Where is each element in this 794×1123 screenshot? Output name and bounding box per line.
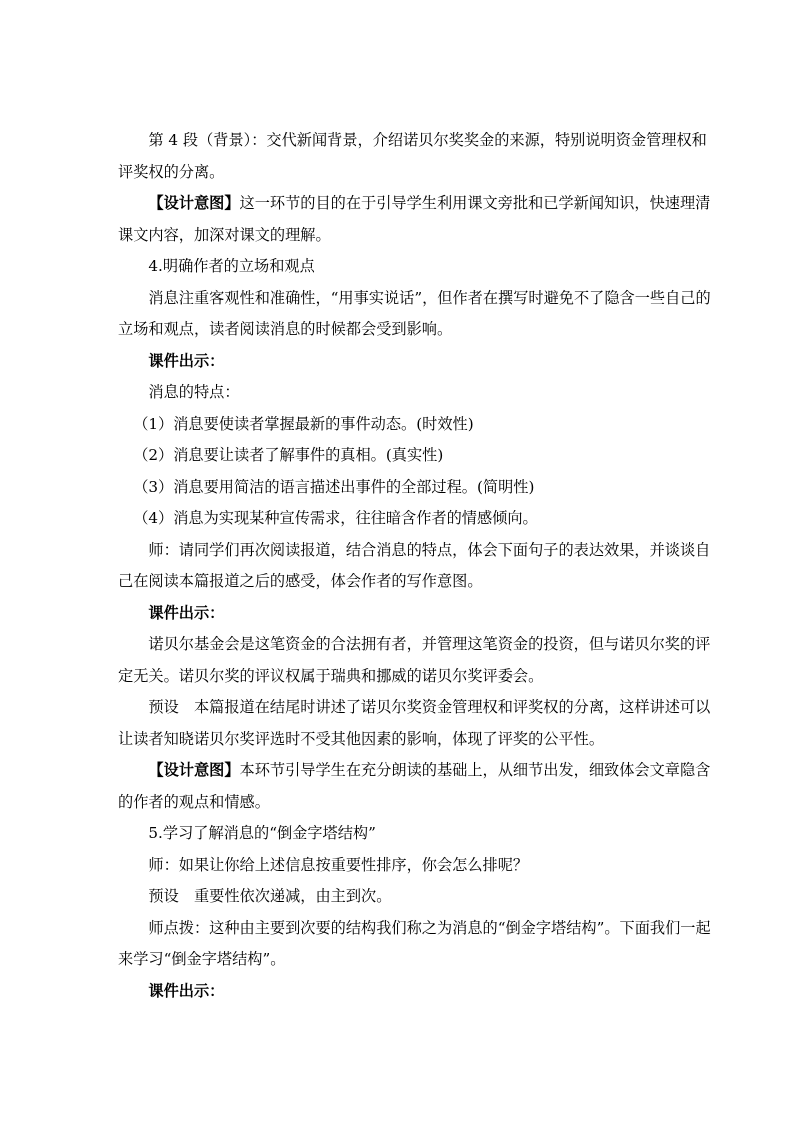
list-item-feature-4 xyxy=(118,503,718,535)
paragraph-text: 师点拨：这种由主要到次要的结构我们称之为消息的“倒金字塔结构”。下面我们一起来学习“倒金字塔结构”。 xyxy=(118,918,711,968)
list-item-feature-1 xyxy=(118,409,718,441)
paragraph-design-intent xyxy=(118,755,718,818)
section-heading-5 xyxy=(118,818,718,850)
paragraph-text: 消息注重客观性和准确性，“用事实说话”，但作者在撰写时避免不了隐含一些自己的立场和观点，读者阅读消息的时候都会受到影响。 xyxy=(118,288,711,338)
paragraph-text: 诺贝尔基金会是这笔资金的合法拥有者，并管理这笔资金的投资，但与诺贝尔奖的评定无关。诺贝尔奖的评议权属于瑞典和挪威的诺贝尔奖评委会。 xyxy=(118,635,711,685)
paragraph-objectivity xyxy=(118,283,718,346)
courseware-label xyxy=(118,976,718,1008)
paragraph-text: 第 4 段（背景）：交代新闻背景，介绍诺贝尔奖奖金的来源，特别说明资金管理权和评奖权的分离。 xyxy=(118,131,707,181)
paragraph-preset-answer xyxy=(118,881,718,913)
design-intent-tag: 【设计意图】 xyxy=(148,194,240,212)
paragraph-text: 师：如果让你给上述信息按重要性排序，你会怎么排呢？ xyxy=(148,855,529,874)
list-item-text: （2）消息要让读者了解事件的真相。(真实性) xyxy=(133,446,444,464)
list-item-feature-2 xyxy=(118,440,718,472)
design-intent-tag: 【设计意图】 xyxy=(148,761,240,779)
courseware-label xyxy=(118,598,718,630)
list-item-text: （4）消息为实现某种宣传需求，往往暗含作者的情感倾向。 xyxy=(133,509,538,527)
paragraph-text: 本篇报道在结尾时讲述了诺贝尔奖资金管理权和评奖权的分离，这样讲述可以让读者知晓诺贝尔奖评选时不受其他因素的影响，体现了评奖的公平性。 xyxy=(118,698,711,748)
paragraph-features-title xyxy=(118,377,718,409)
list-item-text: （3）消息要用简洁的语言描述出事件的全部过程。(简明性) xyxy=(133,477,535,496)
paragraph-text: 消息的特点： xyxy=(148,383,240,401)
paragraph-design-intent xyxy=(118,188,718,251)
list-item-feature-3 xyxy=(118,472,718,504)
paragraph-quote-foundation xyxy=(118,629,718,692)
section-heading-4 xyxy=(118,251,718,283)
heading-text: 4.明确作者的立场和观点 xyxy=(148,257,315,275)
label-text: 课件出示： xyxy=(148,603,225,622)
label-text: 课件出示： xyxy=(148,981,225,1000)
preset-label: 预设 xyxy=(148,698,179,716)
heading-text: 5.学习了解消息的“倒金字塔结构” xyxy=(148,824,376,842)
paragraph-teacher-prompt xyxy=(118,535,718,598)
paragraph-preset-answer xyxy=(118,692,718,755)
list-item-text: （1）消息要使读者掌握最新的事件动态。(时效性) xyxy=(133,414,474,433)
document-body xyxy=(118,125,718,1007)
label-text: 课件出示： xyxy=(148,351,225,370)
paragraph-teacher-question xyxy=(118,850,718,882)
courseware-label xyxy=(118,346,718,378)
paragraph-teacher-guidance xyxy=(118,913,718,976)
paragraph-text: 师：请同学们再次阅读报道，结合消息的特点，体会下面句子的表达效果，并谈谈自己在阅读本篇报道之后的感受，体会作者的写作意图。 xyxy=(118,540,711,590)
paragraph-text: 重要性依次递减，由主到次。 xyxy=(193,887,392,905)
paragraph-background-section xyxy=(118,125,718,188)
preset-label: 预设 xyxy=(148,887,179,905)
paragraph-text: 这一环节的目的在于引导学生利用课文旁批和已学新闻知识，快速理清课文内容，加深对课文的理解。 xyxy=(118,194,711,244)
paragraph-text: 本环节引导学生在充分朗读的基础上，从细节出发，细致体会文章隐含的作者的观点和情感。 xyxy=(118,761,711,811)
